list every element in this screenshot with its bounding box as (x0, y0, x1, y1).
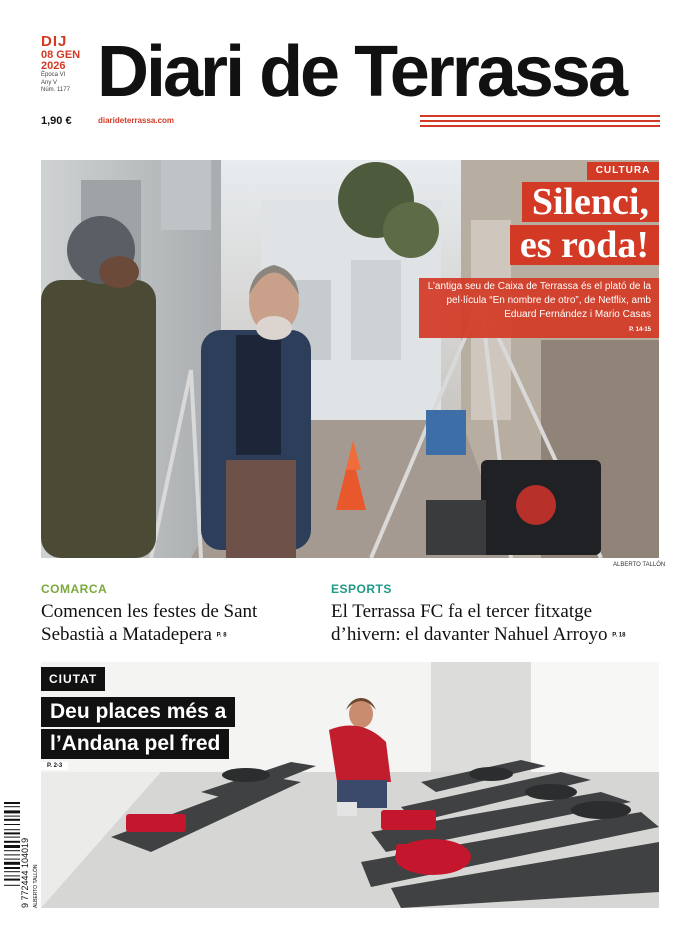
section-tag-cultura[interactable]: CULTURA (587, 162, 659, 180)
masthead-title: Diari de Terrassa (97, 32, 625, 112)
barcode-bar (4, 859, 20, 860)
masthead-rule (420, 120, 660, 122)
barcode-bar (4, 879, 20, 881)
cover-summary (419, 278, 659, 338)
barcode-bar (4, 875, 20, 876)
headline-comarca (41, 600, 331, 646)
story-esports[interactable] (331, 582, 661, 646)
barcode-bars (4, 800, 20, 908)
page-ref-comarca: P. 8 (216, 632, 227, 639)
issue-any: Any V (41, 79, 58, 86)
website-link[interactable]: diarideterrassa.com (98, 116, 175, 125)
kicker-esports: ESPORTS (331, 582, 392, 596)
photo-credit: ALBERTO TALLÓN (613, 562, 666, 568)
barcode-bar (4, 867, 20, 869)
barcode-number: 9 772444 104019 (20, 837, 30, 908)
barcode-bar (4, 885, 20, 886)
issue-epoca: Època VI (41, 72, 66, 78)
issue-number: Núm. 1177 (41, 87, 70, 93)
cover-headline-line2: es roda! (510, 225, 659, 265)
issue-date-day: 08 GEN (41, 49, 81, 61)
page-ref-esports: P. 18 (612, 632, 626, 639)
headline-comarca-line2: Sebastià a Matadepera (41, 624, 212, 645)
issue-meta (41, 72, 70, 95)
kicker-comarca: COMARCA (41, 582, 108, 596)
headline-comarca-line1: Comencen les festes de Sant (41, 601, 258, 622)
barcode-bar (4, 837, 20, 838)
cover-price: 1,90 € (41, 115, 72, 127)
cover-page-ref: P. 14-15 (629, 327, 651, 333)
masthead-rule (420, 125, 660, 127)
barcode-bar (4, 806, 20, 807)
barcode-bar (4, 850, 20, 851)
barcode-bar (4, 871, 20, 872)
issue-date-year: 2026 (41, 60, 66, 72)
barcode-bar (4, 829, 20, 830)
cover-headline-line1: Silenci, (522, 182, 659, 222)
city-headline-line2: l’Andana pel fred (41, 729, 229, 759)
barcode-bar (4, 841, 20, 843)
city-headline[interactable] (41, 697, 235, 759)
barcode-bar (4, 810, 20, 813)
barcode-bar (4, 832, 20, 834)
barcode-bar (4, 845, 20, 848)
barcode-bar (4, 824, 20, 825)
masthead-rule (420, 115, 660, 117)
headline-esports-line2: d’hivern: el davanter Nahuel Arroyo (331, 624, 608, 645)
cover-summary-text: L’antiga seu de Caixa de Terrassa és el plató de la pel·lícula “En nombre de otro”, de Netflix, amb Eduard Fernández i Mario Casas (427, 281, 651, 320)
issue-date (41, 50, 80, 72)
cover-headline[interactable] (510, 182, 659, 265)
city-page-ref: P. 2-3 (41, 762, 68, 770)
headline-esports-line1: El Terrassa FC fa el tercer fitxatge (331, 601, 593, 622)
barcode-bar (4, 802, 20, 804)
headline-esports (331, 600, 661, 646)
barcode-bar (4, 819, 20, 821)
section-tag-ciutat[interactable]: CIUTAT (41, 667, 105, 691)
barcode-bar (4, 862, 20, 865)
barcode-bar (4, 854, 20, 855)
issue-day: DIJ (41, 33, 68, 50)
barcode-bar (4, 816, 20, 817)
barcode-credit: ALBERTO TALLÓN (33, 864, 39, 908)
city-headline-line1: Deu places més a (41, 697, 235, 727)
story-comarca[interactable] (41, 582, 331, 646)
